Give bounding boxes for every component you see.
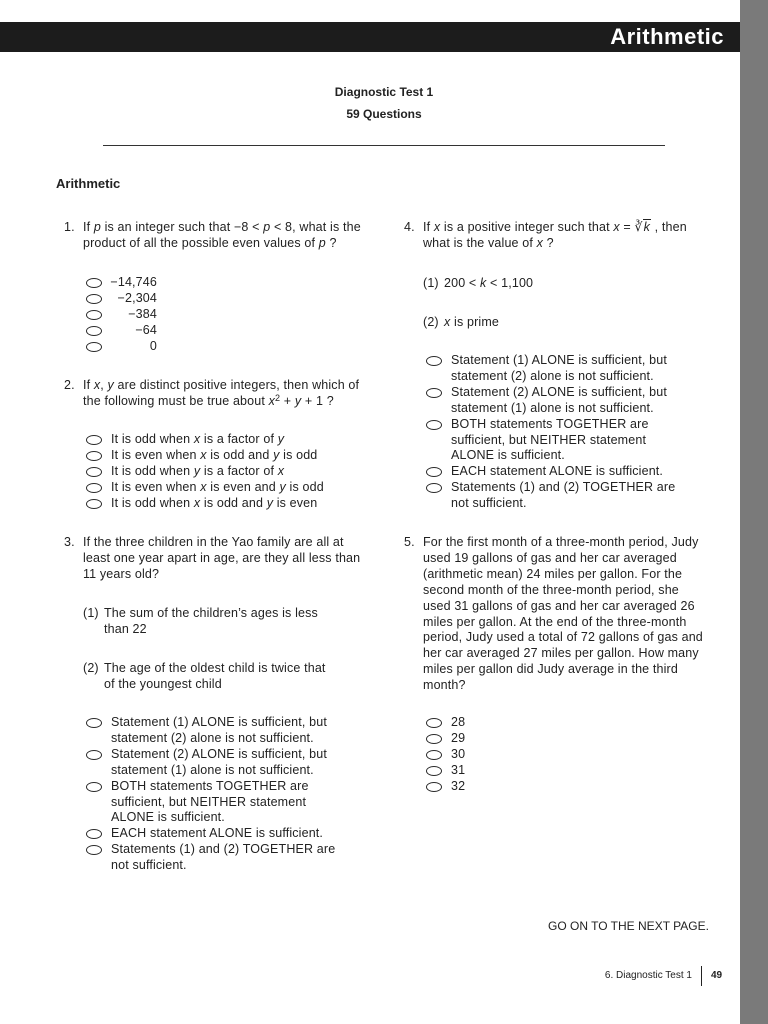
text-line: Statement (1) ALONE is sufficient, but — [111, 715, 327, 729]
answer-choice[interactable] — [426, 480, 716, 512]
question-number: 3. — [64, 535, 75, 549]
text-line: Statements (1) and (2) TOGETHER are — [451, 480, 676, 495]
answer-choice-text — [111, 826, 376, 842]
text-line: of the youngest child — [104, 676, 222, 691]
text-line: statement (1) alone is not sufficient. — [111, 762, 314, 777]
answer-choice[interactable] — [426, 385, 716, 417]
text-run: + 1 ? — [301, 393, 334, 408]
text-line: −384 — [128, 306, 157, 321]
radicand: k — [643, 220, 651, 234]
text-run: + — [280, 393, 295, 408]
text-line: statement (2) alone is not sufficient. — [451, 368, 654, 383]
text-line: 32 — [451, 778, 466, 793]
exponent: 2 — [275, 392, 281, 403]
text-line: least one year apart in age, are they all less than — [83, 550, 361, 565]
text-run: < 8, what is the — [270, 220, 361, 234]
answer-bubble[interactable] — [86, 750, 102, 760]
text-line: not sufficient. — [111, 858, 187, 873]
text-line — [111, 464, 376, 480]
answer-choice[interactable] — [86, 448, 376, 464]
answer-choice[interactable] — [426, 763, 716, 779]
text-line: 31 — [451, 762, 466, 777]
answer-choice[interactable] — [86, 842, 376, 874]
text-line — [444, 315, 713, 331]
text-line: 29 — [451, 730, 466, 745]
statement-text — [444, 315, 713, 331]
text-line: −2,304 — [117, 290, 157, 305]
text-line: EACH statement ALONE is sufficient. — [111, 826, 324, 841]
math-variable: y — [193, 463, 201, 478]
text-run: the following must be true about — [83, 393, 269, 408]
text-line: ALONE is sufficient. — [111, 810, 225, 825]
text-line: Statements (1) and (2) TOGETHER are — [111, 842, 336, 857]
answer-bubble[interactable] — [426, 467, 442, 477]
text-run: It is odd when — [111, 495, 194, 510]
text-line — [111, 432, 376, 448]
answer-choice-text — [104, 307, 157, 323]
text-line: 30 — [451, 746, 466, 761]
question-5 — [404, 535, 724, 795]
section-header-bar — [0, 22, 740, 52]
statement-label: (1) — [423, 276, 439, 290]
text-line: If the three children in the Yao family are all at — [83, 535, 344, 549]
text-run: is odd and — [206, 447, 274, 462]
answer-bubble[interactable] — [86, 278, 102, 288]
text-line: The sum of the children’s ages is less — [104, 606, 318, 620]
text-run: , — [100, 378, 108, 392]
answer-choice-text — [111, 432, 376, 448]
statement-1 — [83, 606, 373, 638]
answer-choice-text — [111, 779, 376, 827]
text-line: 28 — [451, 715, 466, 729]
text-line: statement (2) alone is not sufficient. — [111, 730, 314, 745]
text-line — [83, 236, 361, 252]
answer-choice[interactable] — [86, 715, 376, 747]
text-line: not sufficient. — [451, 496, 527, 511]
section-header-title: Arithmetic — [610, 24, 724, 49]
text-run: is a positive integer such that — [440, 220, 614, 234]
text-line: Statement (2) ALONE is sufficient, but — [111, 746, 327, 761]
question-stem — [83, 378, 359, 411]
answer-bubble[interactable] — [426, 388, 442, 398]
text-line: BOTH statements TOGETHER are — [451, 416, 649, 431]
text-run: , then — [651, 220, 687, 234]
answer-bubble[interactable] — [86, 342, 102, 352]
answer-bubble[interactable] — [86, 310, 102, 320]
statement-2 — [423, 315, 713, 331]
question-1 — [64, 220, 384, 356]
text-line: sufficient, but NEITHER statement — [111, 794, 307, 809]
text-run: It is even when — [111, 479, 201, 494]
answer-choice-text — [451, 480, 716, 512]
answer-choice-text — [451, 464, 716, 480]
math-variable: x — [536, 235, 544, 250]
question-number: 2. — [64, 378, 75, 392]
footer-divider — [701, 966, 702, 986]
answer-choice-text — [451, 353, 716, 385]
math-variable: x — [93, 378, 101, 392]
answer-choice[interactable] — [86, 496, 376, 512]
statement-2 — [83, 661, 373, 693]
text-line: −14,746 — [110, 275, 157, 289]
answer-choice[interactable] — [426, 353, 716, 385]
math-variable: x — [277, 463, 285, 478]
text-line: −64 — [135, 322, 157, 337]
math-variable: y — [107, 378, 114, 392]
text-run: is odd — [285, 479, 324, 494]
answer-bubble[interactable] — [86, 718, 102, 728]
answer-bubble[interactable] — [86, 845, 102, 855]
question-stem — [423, 220, 687, 252]
answer-choice[interactable] — [86, 432, 376, 448]
text-line — [423, 220, 687, 236]
text-run: is a factor of — [200, 432, 278, 446]
answer-choice[interactable] — [86, 275, 376, 291]
math-variable: x — [193, 495, 201, 510]
text-run: ? — [543, 235, 554, 250]
answer-bubble[interactable] — [426, 766, 442, 776]
answer-choice[interactable] — [426, 731, 716, 747]
math-variable: x — [433, 220, 441, 234]
text-line: (arithmetic mean) 24 miles per gallon. For the — [423, 566, 683, 581]
text-line — [83, 378, 359, 394]
answer-choice[interactable] — [426, 715, 716, 731]
answer-bubble[interactable] — [426, 750, 442, 760]
text-line: her car averaged 27 miles per gallon. How many — [423, 646, 699, 661]
section-heading: Arithmetic — [56, 176, 121, 191]
answer-choices — [86, 715, 376, 874]
answer-choice-text — [451, 385, 716, 417]
text-line: Statement (2) ALONE is sufficient, but — [451, 384, 667, 399]
next-page-notice: GO ON TO THE NEXT PAGE. — [548, 919, 709, 933]
question-count: 59 Questions — [346, 107, 422, 121]
text-line: 11 years old? — [83, 566, 160, 581]
text-line — [83, 220, 361, 236]
text-line: miles per gallon did Judy average in the third — [423, 662, 678, 677]
answer-bubble[interactable] — [426, 734, 442, 744]
math-variable: x — [268, 393, 276, 408]
math-variable: p — [318, 235, 326, 250]
text-line: sufficient, but NEITHER statement — [451, 432, 647, 447]
answer-choice-text — [111, 842, 376, 874]
text-run: < 1,100 — [486, 276, 534, 290]
text-line: Statement (1) ALONE is sufficient, but — [451, 353, 667, 367]
answer-choice[interactable] — [86, 323, 376, 339]
answer-choices — [86, 275, 376, 355]
answer-choice-text — [451, 747, 716, 763]
math-variable: k — [480, 276, 487, 290]
text-line: used 31 gallons of gas and her car averaged 26 — [423, 598, 695, 613]
text-run: is prime — [450, 315, 499, 329]
answer-choice-text — [451, 779, 716, 795]
text-run: is even — [273, 495, 318, 510]
question-stem — [83, 535, 360, 583]
answer-choice-text — [451, 731, 716, 747]
answer-bubble[interactable] — [86, 294, 102, 304]
answer-choice-text — [451, 763, 716, 779]
math-variable: p — [93, 220, 101, 234]
text-line: used 19 gallons of gas and her car averaged — [423, 550, 677, 565]
answer-bubble[interactable] — [426, 782, 442, 792]
text-line: The age of the oldest child is twice that — [104, 661, 326, 675]
answer-bubble[interactable] — [86, 467, 102, 477]
answer-bubble[interactable] — [426, 718, 442, 728]
text-run: is a factor of — [200, 463, 278, 478]
text-run: what is the value of — [423, 235, 537, 250]
text-run: If — [423, 220, 434, 234]
answer-bubble[interactable] — [86, 451, 102, 461]
answer-bubble[interactable] — [86, 326, 102, 336]
text-line: second month of the three-month period, she — [423, 582, 679, 597]
answer-choice-text — [451, 715, 716, 731]
statement-text — [104, 606, 373, 638]
answer-choice-text — [111, 496, 376, 512]
text-line: than 22 — [104, 621, 147, 636]
answer-choice[interactable] — [86, 480, 376, 496]
answer-choice-text — [104, 339, 157, 355]
text-run: is even and — [206, 479, 280, 494]
question-3 — [64, 535, 384, 875]
answer-bubble[interactable] — [86, 483, 102, 493]
page-number: 49 — [711, 970, 723, 981]
text-run: It is odd when — [111, 432, 194, 446]
answer-choice[interactable] — [426, 464, 716, 480]
text-line: period, Judy used a total of 72 gallons of gas and — [423, 630, 703, 645]
question-stem — [423, 535, 703, 694]
text-run: ? — [325, 235, 337, 250]
answer-bubble[interactable] — [86, 782, 102, 792]
answer-bubble[interactable] — [86, 829, 102, 839]
text-line — [444, 276, 713, 292]
answer-choice-text — [111, 747, 376, 779]
math-variable: y — [277, 432, 285, 446]
statement-label: (2) — [423, 315, 439, 329]
answer-choice[interactable] — [426, 747, 716, 763]
math-variable: x — [200, 479, 207, 494]
text-line: ALONE is sufficient. — [451, 448, 565, 463]
text-line: BOTH statements TOGETHER are — [111, 778, 309, 793]
answer-choice-text — [451, 417, 716, 465]
text-run: product of all the possible even values of — [83, 235, 319, 250]
answer-choice[interactable] — [426, 417, 716, 465]
math-variable: x — [193, 432, 201, 446]
text-run: It is odd when — [111, 463, 194, 478]
text-line: statement (1) alone is not sufficient. — [451, 400, 654, 415]
text-run: is an integer such that −8 < — [100, 220, 264, 234]
answer-choice[interactable] — [86, 339, 376, 355]
text-line — [111, 496, 376, 512]
text-line: For the first month of a three-month period, Judy — [423, 535, 699, 549]
text-run: are distinct positive integers, then which of — [113, 378, 360, 392]
text-run: is odd — [279, 447, 318, 462]
text-line: 0 — [149, 338, 157, 353]
answer-bubble[interactable] — [86, 499, 102, 509]
text-line: EACH statement ALONE is sufficient. — [451, 464, 664, 479]
math-variable: x — [200, 447, 207, 462]
answer-choice[interactable] — [86, 291, 376, 307]
text-line — [111, 480, 376, 496]
statement-label: (2) — [83, 661, 99, 675]
math-variable: p — [263, 220, 271, 234]
answer-choice-text — [111, 464, 376, 480]
math-variable: x — [444, 315, 451, 329]
question-stem — [83, 220, 361, 252]
answer-choice-text — [104, 323, 157, 339]
answer-choice[interactable] — [86, 464, 376, 480]
answer-bubble[interactable] — [426, 483, 442, 493]
statement-1 — [423, 276, 713, 292]
title-divider — [103, 145, 665, 146]
statement-text — [104, 661, 373, 693]
running-footer-title: 6. Diagnostic Test 1 — [604, 970, 692, 981]
question-number: 5. — [404, 535, 415, 549]
math-variable: y — [266, 495, 274, 510]
text-line: month? — [423, 678, 466, 693]
text-run: 200 < — [444, 276, 481, 290]
answer-choice[interactable] — [86, 779, 376, 827]
text-line — [423, 236, 687, 252]
answer-choice-text — [111, 715, 376, 747]
text-line: miles per gallon. At the end of the three-month — [423, 614, 687, 629]
answer-choices — [426, 715, 716, 795]
answer-choice-text — [111, 448, 376, 464]
statement-label: (1) — [83, 606, 99, 620]
answer-choices — [426, 353, 716, 512]
math-variable: y — [279, 479, 286, 494]
math-variable: y — [294, 393, 302, 408]
answer-choice[interactable] — [86, 307, 376, 323]
math-variable: y — [273, 447, 280, 462]
answer-choices — [86, 432, 376, 512]
statement-text — [444, 276, 713, 292]
answer-choice-text — [111, 480, 376, 496]
text-run: It is even when — [111, 447, 201, 462]
question-4 — [404, 220, 724, 512]
answer-choice-text — [104, 275, 157, 291]
answer-choice-text — [104, 291, 157, 307]
answer-bubble[interactable] — [426, 420, 442, 430]
text-run: If — [83, 378, 94, 392]
answer-choice[interactable] — [426, 779, 716, 795]
answer-bubble[interactable] — [426, 356, 442, 366]
page-edge-tab — [740, 0, 768, 1024]
text-line — [83, 394, 359, 411]
answer-bubble[interactable] — [86, 435, 102, 445]
answer-choice[interactable] — [86, 826, 376, 842]
text-line — [111, 448, 376, 464]
text-run: If — [83, 220, 94, 234]
question-number: 4. — [404, 220, 415, 234]
answer-choice[interactable] — [86, 747, 376, 779]
test-title: Diagnostic Test 1 — [334, 85, 434, 99]
text-run: = ∛ — [619, 220, 643, 234]
text-run: is odd and — [200, 495, 267, 510]
math-variable: x — [613, 220, 620, 234]
question-number: 1. — [64, 220, 75, 234]
question-2 — [64, 378, 384, 512]
